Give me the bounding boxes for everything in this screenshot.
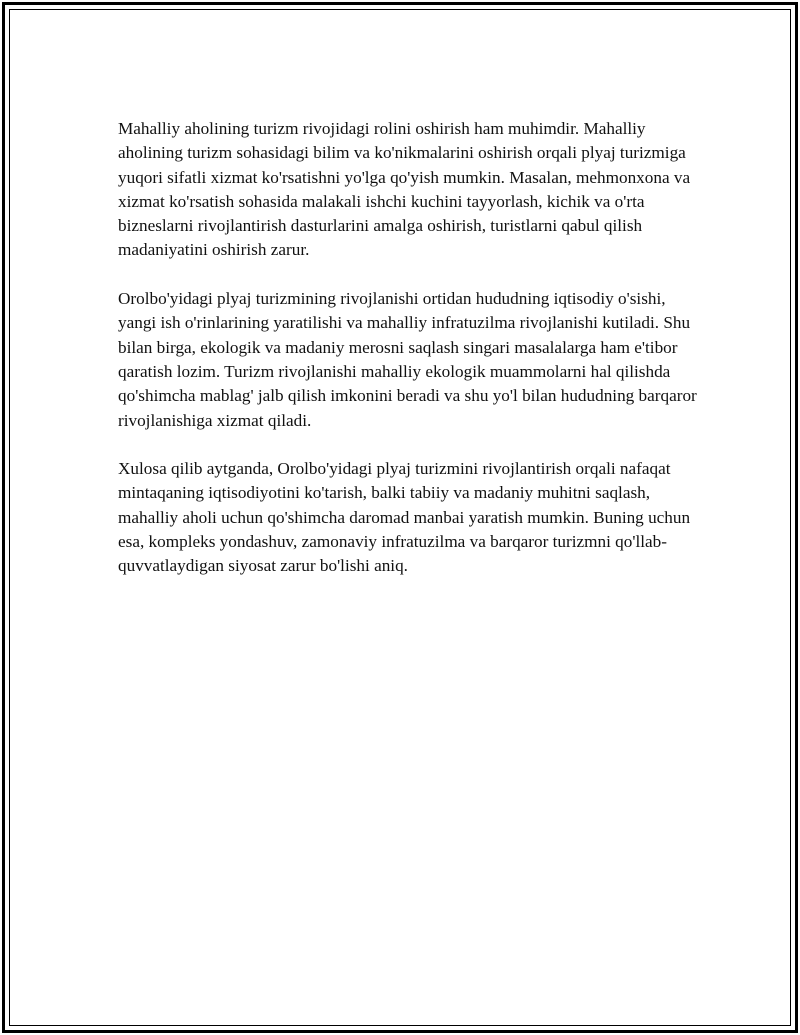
paragraph-3: Xulosa qilib aytganda, Orolbo'yidagi plyaj turizmini rivojlantirish orqali nafaqat mintaqaning iqtisodiyotini ko'tarish, balki tabiiy va madaniy muhitni saqlash, mahalliy aholi uchun qo'shimcha daromad manbai yaratish mumkin. Buning uchun esa, kompleks yondashuv, zamonaviy infratuzilma va barqaror turizmni qo'llab-quvvatlaydigan siyosat zarur bo'lishi aniq. (118, 459, 691, 576)
paragraph-1: Mahalliy aholining turizm rivojidagi rolini oshirish ham muhimdir. Mahalliy aholining turizm sohasidagi bilim va ko'nikmalarini oshirish orqali plyaj turizmiga yuqori sifatli xizmat ko'rsatishni yo'lga qo'yish mumkin. Masalan, mehmonxona va xizmat ko'rsatish sohasida malakali ishchi kuchini tayyorlash, kichik va o'rta bizneslarni rivojlantirish dasturlarini amalga oshirish, turistlarni qabul qilish madaniyatini oshirish zarur. (118, 119, 691, 260)
paragraph-2: Orolbo'yidagi plyaj turizmining rivojlanishi ortidan hududning iqtisodiy o'sishi, yangi ish o'rinlarining yaratilishi va mahalliy infratuzilma rivojlanishi kutiladi. Shu bilan birga, ekologik va madaniy merosni saqlash singari masalalarga ham e'tibor qaratish lozim. Turizm rivojlanishi mahalliy ekologik muammolarni hal qilishda qo'shimcha mablag' jalb qilish imkonini beradi va shu yo'l bilan hududning barqaror rivojlanishiga xizmat qiladi. (118, 289, 697, 430)
document-body (118, 117, 698, 603)
